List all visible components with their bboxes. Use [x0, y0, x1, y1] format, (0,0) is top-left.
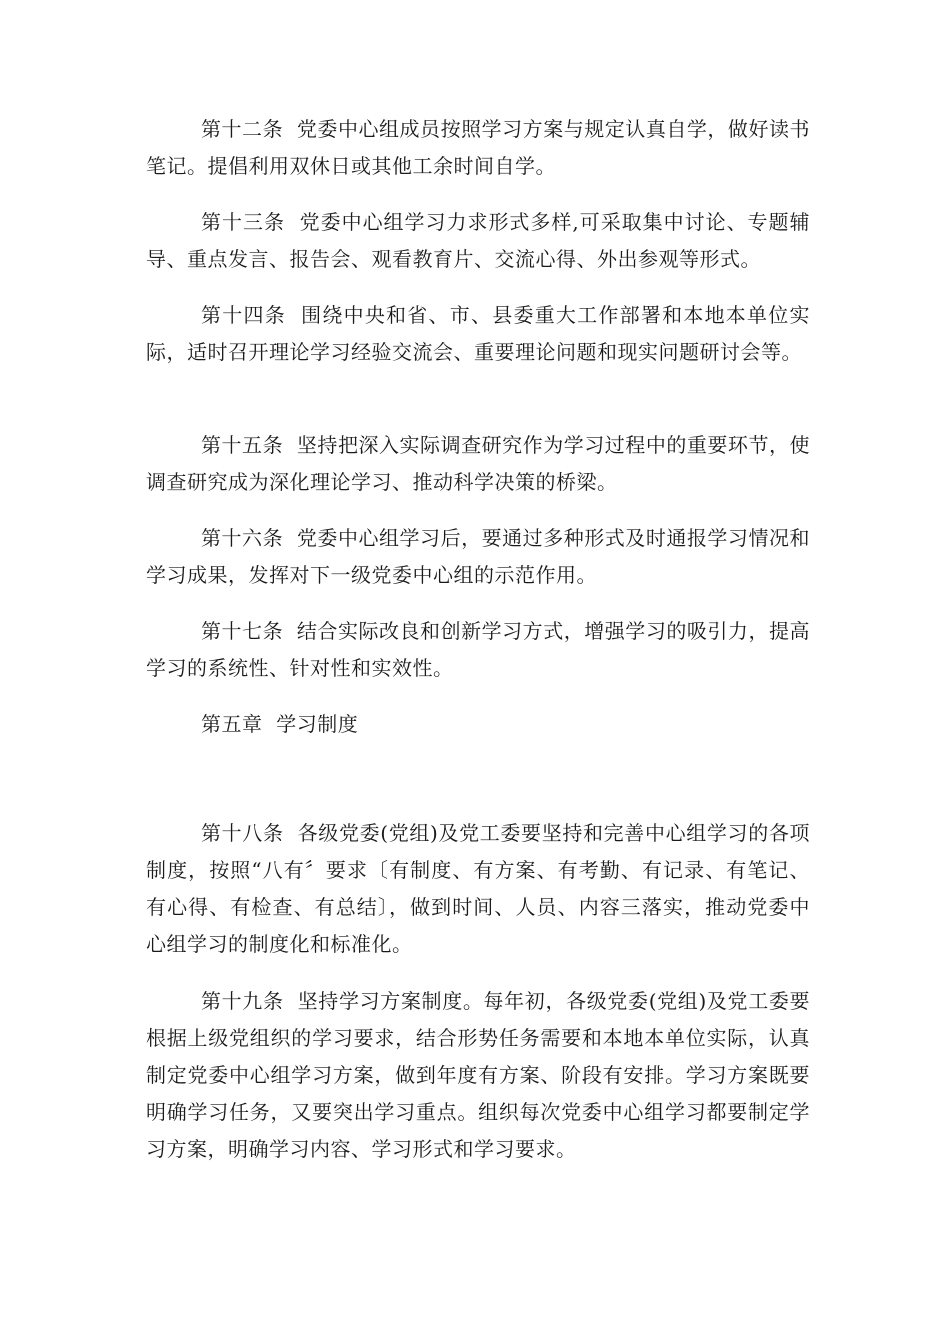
- article-16: [146, 520, 810, 594]
- article-number: 第十五条: [201, 433, 284, 457]
- article-number: 第十六条: [201, 526, 284, 550]
- article-text: 党委中心组学习后，要通过多种形式及时通报学习情况和学习成果，发挥对下一级党委中心组的示范作用。: [146, 526, 811, 587]
- article-number: 第十八条: [201, 821, 284, 845]
- article-number: 第十二条: [201, 117, 284, 141]
- article-18: [146, 815, 810, 963]
- article-text: 坚持学习方案制度。每年初，各级党委(党组)及党工委要根据上级党组织的学习要求，结合形势任务需要和本地本单位实际，认真制定党委中心组学习方案，做到年度有方案、阶段有安排。学习方案既要明确学习任务，又要突出学习重点。组织每次党委中心组学习都要制定学习方案，明确学习内容、学习形式和学习要求。: [146, 989, 811, 1161]
- article-15: [146, 427, 810, 501]
- chapter-title: 学习制度: [276, 712, 359, 736]
- article-12: [146, 111, 810, 185]
- article-19: [146, 983, 810, 1168]
- article-17: [146, 613, 810, 687]
- article-14: [146, 297, 810, 371]
- article-number: 第十三条: [201, 210, 285, 234]
- chapter-heading: [146, 706, 810, 743]
- article-text: 党委中心组成员按照学习方案与规定认真自学，做好读书笔记。提倡利用双休日或其他工余时间自学。: [146, 117, 811, 178]
- article-number: 第十四条: [201, 303, 286, 327]
- article-text: 各级党委(党组)及党工委要坚持和完善中心组学习的各项制度，按照“八有〞要求〔有制度、有方案、有考勤、有记录、有笔记、有心得、有检查、有总结〕，做到时间、人员、内容三落实，推动党委中心组学习的制度化和标准化。: [146, 821, 811, 956]
- article-number: 第十七条: [201, 619, 284, 643]
- article-text: 党委中心组学习力求形式多样,可采取集中讨论、专题辅导、重点发言、报告会、观看教育片、交流心得、外出参观等形式。: [146, 210, 811, 271]
- article-text: 坚持把深入实际调查研究作为学习过程中的重要环节，使调查研究成为深化理论学习、推动科学决策的桥梁。: [146, 433, 811, 494]
- chapter-number: 第五章: [201, 712, 263, 736]
- article-text: 围绕中央和省、市、县委重大工作部署和本地本单位实际，适时召开理论学习经验交流会、重要理论问题和现实问题研讨会等。: [146, 303, 811, 364]
- article-text: 结合实际改良和创新学习方式，增强学习的吸引力，提高学习的系统性、针对性和实效性。: [146, 619, 811, 680]
- article-13: [146, 204, 810, 278]
- article-number: 第十九条: [201, 989, 284, 1013]
